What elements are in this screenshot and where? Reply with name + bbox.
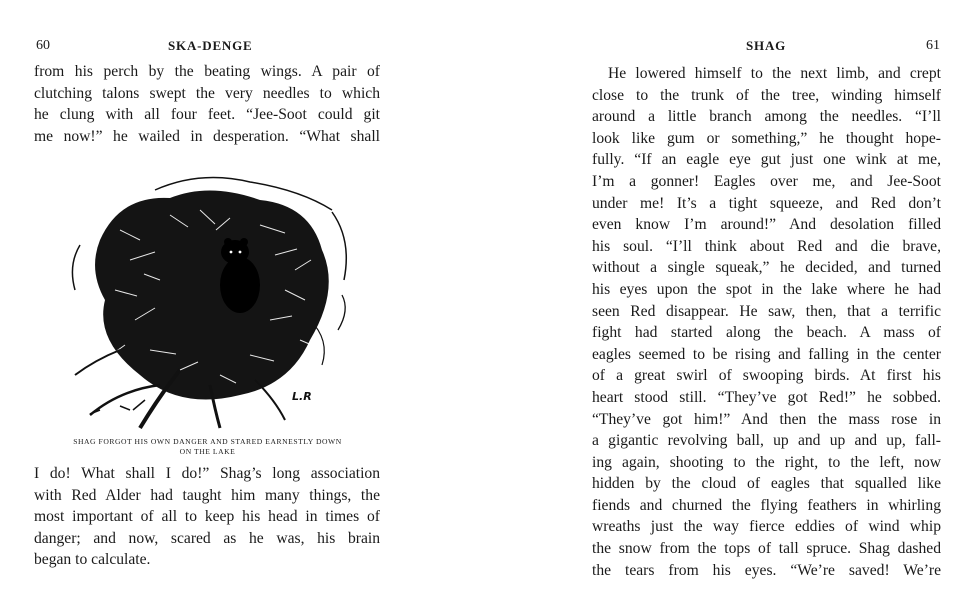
right-page bbox=[486, 0, 972, 606]
text-line: he clung with all four feet. “Jee-Soot could git bbox=[34, 106, 380, 124]
text-line: from his perch by the beating wings. A pair of bbox=[34, 63, 380, 80]
text-line: clutching talons swept the very needles to which bbox=[34, 84, 380, 102]
text-line: look like gum or something,” he thought hope- bbox=[592, 129, 941, 147]
text-line: wreaths just the way fierce eddies of wind whip bbox=[592, 518, 941, 536]
text-line: “They’ve got him!” And then the mass rose in bbox=[592, 410, 941, 428]
running-head: SHAG bbox=[746, 38, 787, 53]
text-line: fiends and churned the flying feathers in whirling bbox=[592, 496, 941, 514]
text-line: a gigantic revolving ball, up and up and up, fall- bbox=[592, 432, 941, 450]
text-line: hidden by the cloud of eagles that squalled like bbox=[592, 475, 941, 493]
text-line: under me! It’s a tight squeeze, and Red don’t bbox=[592, 194, 941, 212]
text-line: the tears from his eyes. “We’re saved! We’re bbox=[592, 561, 941, 579]
text-line: I do! What shall I do!” Shag’s long association bbox=[34, 465, 380, 482]
running-head: SKA-DENGE bbox=[168, 38, 253, 53]
text-line: with Red Alder had taught him many things, the bbox=[34, 486, 380, 504]
bear-cub-in-tree-illustration-icon bbox=[60, 170, 360, 432]
text-line: fight had started along the beach. A mass of bbox=[592, 324, 941, 342]
text-line: without a single squeak,” he decided, and turned bbox=[592, 259, 941, 277]
body-text bbox=[592, 63, 941, 581]
text-line: his eyes upon the spot in the lake where he had bbox=[592, 280, 941, 298]
text-line: fully. “If an eagle eye gut just one wink at me, bbox=[592, 151, 941, 169]
text-line: I’m a gonner! Eagles over me, and Jee-Soot bbox=[592, 172, 941, 190]
text-line: even know I’m around!” And desolation filled bbox=[592, 216, 941, 234]
text-line: his soul. “I’ll think about Red and die brave, bbox=[592, 237, 941, 255]
text-line: danger; and now, scared as he was, his brain bbox=[34, 529, 380, 547]
text-line: close to the trunk of the tree, winding himself bbox=[592, 86, 941, 104]
text-line: me now!” he wailed in desperation. “What shall bbox=[34, 127, 380, 145]
text-line: eagles seemed to be rising and falling in the center bbox=[592, 345, 941, 363]
figure-caption bbox=[40, 437, 375, 457]
body-text-top bbox=[34, 61, 380, 147]
text-line: seen Red disappear. He saw, then, that a terrific bbox=[592, 302, 941, 320]
text-line: of a great swirl of swooping birds. At first his bbox=[592, 367, 941, 385]
body-text-bottom bbox=[34, 463, 380, 571]
text-line: around a little branch among the needles. “I’ll bbox=[592, 108, 941, 126]
caption-line: SHAG FORGOT HIS OWN DANGER AND STARED EARNESTLY DOWN bbox=[73, 437, 342, 446]
text-line: the snow from the tops of tall spruce. Shag dashed bbox=[592, 540, 941, 558]
page-number: 60 bbox=[36, 38, 50, 53]
text-line: most important of all to keep his head in times of bbox=[34, 508, 380, 526]
illustration-signature: L.R bbox=[292, 390, 312, 403]
caption-line: ON THE LAKE bbox=[179, 447, 236, 456]
text-line: heart stood still. “They’ve got Red!” he sobbed. bbox=[592, 388, 941, 406]
page-number: 61 bbox=[926, 38, 940, 53]
text-line: He lowered himself to the next limb, and crept bbox=[608, 65, 941, 82]
text-line: ing again, shooting to the right, to the left, now bbox=[592, 453, 941, 471]
text-line: began to calculate. bbox=[34, 551, 151, 569]
